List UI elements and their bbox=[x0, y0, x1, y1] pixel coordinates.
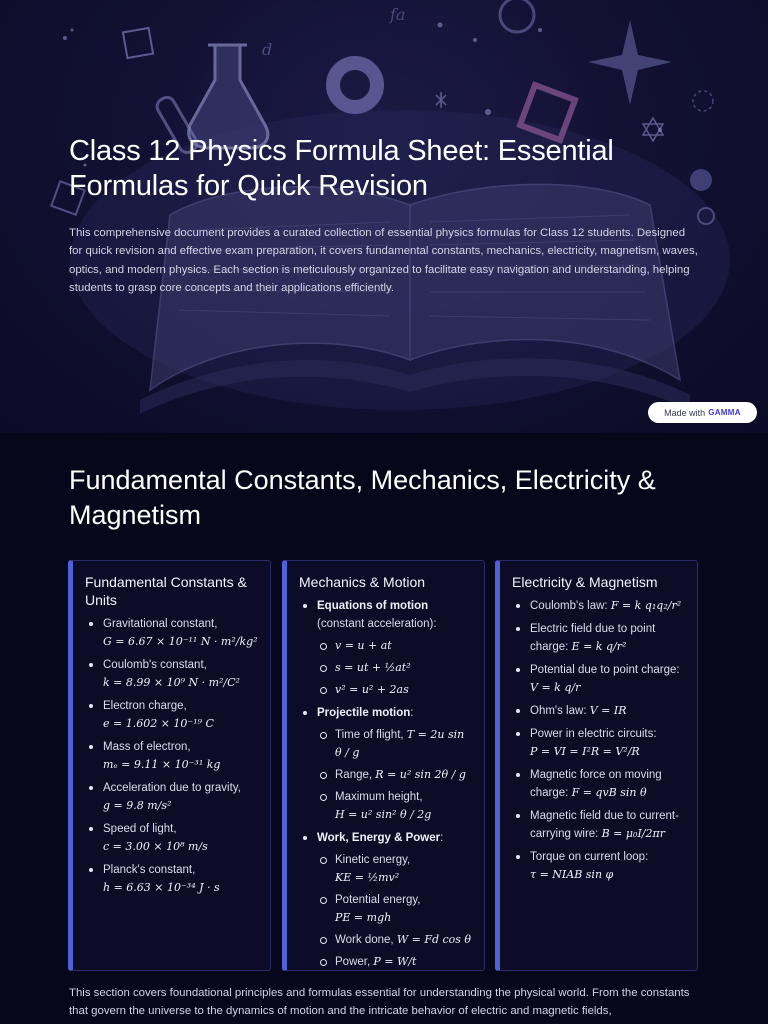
formula: B = μ₀I/2πr bbox=[601, 827, 665, 840]
svg-text:fa: fa bbox=[390, 5, 406, 24]
formula: P = W/t bbox=[373, 955, 417, 968]
card-title: Mechanics & Motion bbox=[299, 574, 426, 590]
formula: c = 3.00 × 10⁸ m/s bbox=[103, 840, 208, 853]
formula: mₑ = 9.11 × 10⁻³¹ kg bbox=[103, 758, 221, 771]
electricity-list bbox=[512, 597, 685, 884]
sub-list-item: Maximum height, H = u² sin² θ / 2g bbox=[317, 788, 472, 824]
list-item: Magnetic field due to current-carrying wire: B = μ₀I/2πr bbox=[512, 807, 685, 843]
formula: v = u + at bbox=[335, 639, 392, 652]
constants-list bbox=[85, 615, 258, 897]
list-item: Projectile motion: Time of flight, T = 2u sin θ / g Range, R = u² sin 2θ / g Maximum height, H = u² sin² θ / 2g bbox=[299, 704, 472, 824]
card-electricity-magnetism bbox=[495, 560, 698, 971]
planet-icon bbox=[690, 169, 712, 191]
physics-illustration bbox=[0, 0, 768, 433]
card-title: Fundamental Constants & Units bbox=[85, 574, 247, 608]
sub-list-item: Kinetic energy, KE = ½mv² bbox=[317, 851, 472, 887]
formula: k = 8.99 × 10⁹ N · m²/C² bbox=[103, 676, 240, 689]
sub-list-item bbox=[317, 637, 472, 655]
section-summary: This section covers foundational principles and formulas essential for understanding the physical world. From the constants that govern the universe to the dynamics of motion and the intricate behavior of electric and magnetic fields, bbox=[69, 987, 690, 1018]
list-item: Potential due to point charge: V = k q/r bbox=[512, 661, 685, 697]
formula: R = u² sin 2θ / g bbox=[375, 768, 466, 781]
formula: τ = NIAB sin φ bbox=[530, 868, 614, 881]
section-title: Fundamental Constants, Mechanics, Electricity & Magnetism bbox=[69, 465, 656, 530]
card-fundamental-constants bbox=[68, 560, 271, 971]
flask-icon bbox=[189, 45, 268, 148]
formula: g = 9.8 m/s² bbox=[103, 799, 172, 812]
formula: G = 6.67 × 10⁻¹¹ N · m²/kg² bbox=[103, 635, 258, 648]
square-icon bbox=[123, 28, 153, 58]
list-item: Coulomb's constant, k = 8.99 × 10⁹ N · m²/C² bbox=[85, 656, 258, 692]
formula: KE = ½mv² bbox=[335, 871, 400, 884]
page-title: Class 12 Physics Formula Sheet: Essential Formulas for Quick Revision bbox=[69, 135, 614, 202]
list-item: Speed of light, c = 3.00 × 10⁸ m/s bbox=[85, 820, 258, 856]
formula: V = IR bbox=[589, 704, 627, 717]
sub-list-item: Potential energy, PE = mgh bbox=[317, 891, 472, 927]
list-item: Planck's constant, h = 6.63 × 10⁻³⁴ J · s bbox=[85, 861, 258, 897]
card-title: Electricity & Magnetism bbox=[512, 574, 658, 590]
page-description: This comprehensive document provides a curated collection of essential physics formulas for Class 12 students. Designed for quick revision and effective exam preparation, it covers fundamental constants, mechanics, electricity, magnetism, waves, optics, and modern physics. Each section is meticulously organized to facilitate easy navigation and understanding, helping students to grasp core concepts and their applications efficiently. bbox=[69, 227, 698, 294]
list-item: Mass of electron, mₑ = 9.11 × 10⁻³¹ kg bbox=[85, 738, 258, 774]
sub-list-item: Time of flight, T = 2u sin θ / g bbox=[317, 726, 472, 762]
sub-list bbox=[317, 726, 472, 824]
formula: s = ut + ½at² bbox=[335, 661, 411, 674]
svg-text:d: d bbox=[262, 40, 273, 59]
list-item: Gravitational constant, G = 6.67 × 10⁻¹¹ N · m²/kg² bbox=[85, 615, 258, 651]
list-item: Electric field due to point charge: E = k q/r² bbox=[512, 620, 685, 656]
formula: h = 6.63 × 10⁻³⁴ J · s bbox=[103, 881, 220, 894]
sub-list-item: Work done, W = Fd cos θ bbox=[317, 931, 472, 949]
card-mechanics-motion bbox=[282, 560, 485, 971]
formula: F = qvB sin θ bbox=[571, 786, 647, 799]
gamma-logo: GAMMA bbox=[708, 408, 741, 417]
list-item: Torque on current loop: τ = NIAB sin φ bbox=[512, 848, 685, 884]
formula: PE = mgh bbox=[335, 911, 392, 924]
list-item: Coulomb's law: F = k q₁q₂/r² bbox=[512, 597, 685, 615]
open-book-icon bbox=[140, 184, 690, 414]
list-item: Work, Energy & Power: Kinetic energy, KE = ½mv² Potential energy, PE = mgh Work done, W = Fd cos θ Power, P = W/t bbox=[299, 829, 472, 971]
formula: T = 2u sin θ / g bbox=[335, 728, 465, 759]
mechanics-list bbox=[299, 597, 472, 971]
sub-list-item: Range, R = u² sin 2θ / g bbox=[317, 766, 472, 784]
formula: E = k q/r² bbox=[571, 640, 627, 653]
list-item: Ohm's law: V = IR bbox=[512, 702, 685, 720]
list-item: Electron charge, e = 1.602 × 10⁻¹⁹ C bbox=[85, 697, 258, 733]
ring-icon bbox=[333, 63, 377, 107]
made-with-gamma-badge[interactable] bbox=[648, 402, 757, 423]
star-icon bbox=[588, 20, 672, 105]
formula: F = k q₁q₂/r² bbox=[610, 599, 682, 612]
formula: W = Fd cos θ bbox=[396, 933, 472, 946]
sub-list-item: Power, P = W/t bbox=[317, 953, 472, 971]
list-item: Power in electric circuits: P = VI = I²R = V²/R bbox=[512, 725, 685, 761]
sub-list-item bbox=[317, 681, 472, 699]
formula: e = 1.602 × 10⁻¹⁹ C bbox=[103, 717, 214, 730]
list-item: Acceleration due to gravity, g = 9.8 m/s² bbox=[85, 779, 258, 815]
list-item: Magnetic force on moving charge: F = qvB sin θ bbox=[512, 766, 685, 802]
hero-banner bbox=[0, 0, 768, 433]
gear-icon bbox=[500, 0, 534, 32]
badge-prefix: Made with bbox=[664, 407, 706, 418]
sub-list bbox=[317, 637, 472, 699]
formula: H = u² sin² θ / 2g bbox=[335, 808, 432, 821]
sub-list bbox=[317, 851, 472, 971]
formula: P = VI = I²R = V²/R bbox=[530, 745, 640, 758]
formula: v² = u² + 2as bbox=[335, 683, 409, 696]
sub-list-item bbox=[317, 659, 472, 677]
formula: V = k q/r bbox=[530, 681, 581, 694]
list-item: Equations of motion (constant acceleration): v = u + at s = ut + ½at² v² = u² + 2as bbox=[299, 597, 472, 699]
